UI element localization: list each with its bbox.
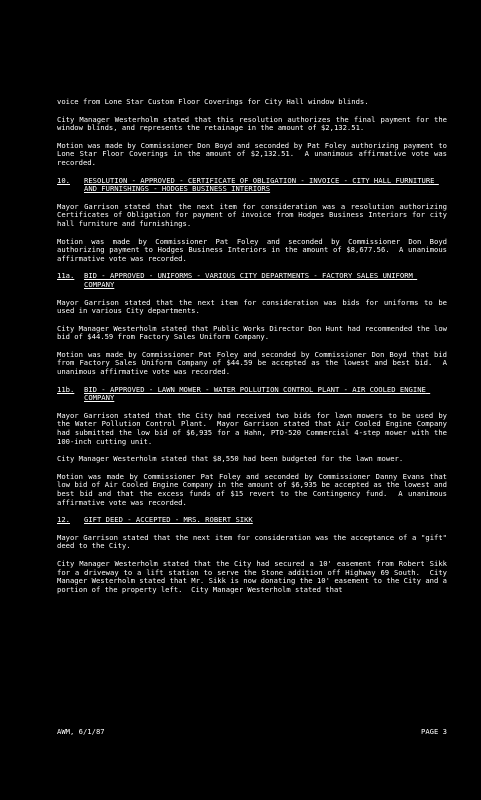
section-number: 11a. bbox=[57, 271, 75, 281]
paragraph: City Manager Westerholm stated that this resolution authorizes the final payment for the window blinds, and represents the retainage in the amount of $2,132.51. bbox=[57, 114, 452, 133]
section-title: BID - APPROVED - LAWN MOWER - WATER POLLUTION CONTROL PLANT - AIR COOLED ENGINE COMPANY bbox=[84, 384, 431, 403]
section-heading bbox=[57, 177, 447, 194]
paragraph: Motion was made by Commissioner Don Boyd and seconded by Pat Foley authorizing payment to Lone Star Floor Coverings in the amount of $2,132.51. A unanimous affirmative vote was recorded. bbox=[57, 140, 452, 167]
paragraph: Motion was made by Commissioner Pat Foley and seconded by Commissioner Don Boyd that bid from Factory Sales Uniform Company of $44.59 be accepted as the lowest and best bid. A unanimous affirmative vote was recorded. bbox=[57, 349, 452, 377]
paragraph: City Manager Westerholm stated that the City had secured a 10' easement from Robert Sikk for a driveway to a lift station to serve the Stone addition off Highway 69 South. City Manager Westerholm stated that Mr. Sikk is now donating the 10' easement to the City and a portion of the property left. City Manager Westerholm stated that bbox=[57, 558, 452, 594]
section-number: 10. bbox=[57, 175, 70, 185]
section-title: RESOLUTION - APPROVED - CERTIFICATE OF OBLIGATION - INVOICE - CITY HALL FURNITURE AND FURNISHINGS - HODGES BUSINESS INTERIORS bbox=[84, 175, 439, 194]
page-footer bbox=[57, 727, 447, 736]
paragraph: Mayor Garrison stated that the next item for consideration was a resolution authorizing Certificates of Obligation for payment of invoice from Hodges Business Interiors for city hall furniture and furnishings. bbox=[57, 201, 452, 228]
section-number: 11b. bbox=[57, 384, 75, 394]
page-number: PAGE 3 bbox=[421, 727, 447, 736]
paragraph: Mayor Garrison stated that the next item for consideration was bids for uniforms to be used in various City departments. bbox=[57, 297, 452, 316]
section-number: 12. bbox=[57, 515, 70, 525]
paragraph: Mayor Garrison stated that the next item for consideration was the acceptance of a "gift" deed to the City. bbox=[57, 532, 452, 551]
paragraph: voice from Lone Star Custom Floor Coverings for City Hall window blinds. bbox=[57, 97, 369, 106]
footer-date: AWM, 6/1/87 bbox=[57, 727, 105, 736]
section-title: GIFT DEED - ACCEPTED - MRS. ROBERT SIKK bbox=[84, 515, 253, 525]
section-heading bbox=[57, 386, 447, 403]
paragraph: Motion was made by Commissioner Pat Foley and seconded by Commissioner Don Boyd authorizing payment to Hodges Business Interiors in the amount of $8,677.56. A unanimous affirmative vote was recorded. bbox=[57, 236, 452, 263]
section-heading bbox=[57, 272, 447, 289]
paragraph: Mayor Garrison stated that the City had received two bids for lawn mowers to be used by the Water Pollution Control Plant. Mayor Garrison stated that Air Cooled Engine Company had submitted the low bid of $6,935 for a Hahn, PTO-520 Commercial 4-step mower with the 100-inch cutting unit. bbox=[57, 410, 452, 446]
document-page bbox=[57, 97, 452, 603]
paragraph: City Manager Westerholm stated that Public Works Director Don Hunt had recommended the low bid of $44.59 from Factory Sales Uniform Company. bbox=[57, 323, 452, 342]
paragraph: Motion was made by Commissioner Pat Foley and seconded by Commissioner Danny Evans that low bid of Air Cooled Engine Company in the amount of $6,935 be accepted as the lowest and best bid and that the excess funds of $15 revert to the Contingency fund. A unanimous affirmative vote was recorded. bbox=[57, 471, 452, 507]
paragraph: City Manager Westerholm stated that $8,550 had been budgeted for the lawn mower. bbox=[57, 454, 404, 464]
section-title: BID - APPROVED - UNIFORMS - VARIOUS CITY DEPARTMENTS - FACTORY SALES UNIFORM COMPANY bbox=[84, 271, 418, 289]
section-heading bbox=[57, 516, 447, 525]
